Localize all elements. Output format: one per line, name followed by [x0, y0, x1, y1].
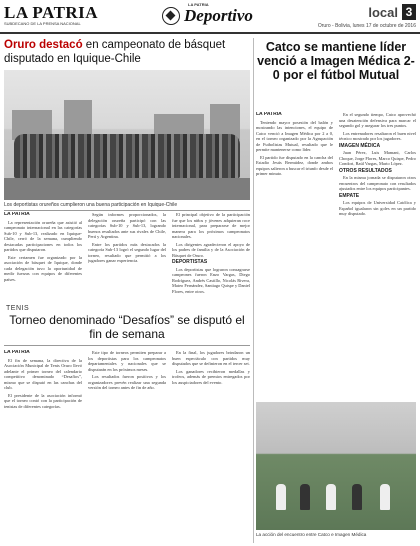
- paragraph: El partido fue disputado en la cancha del Estadio Jesús Bermúdez, donde ambos equipos salieron a buscar el triunfo desde el primer minuto.: [256, 154, 333, 176]
- paragraph: Entre los partidos más destacados la categoría Sub-13 logró el segundo lugar del torneo, resultado que permitió a los jugadores ganar experiencia.: [88, 241, 166, 263]
- paragraph: En la final, los jugadores brindaron un buen espectáculo con partidos muy disputados que se definieron en el tercer set.: [172, 350, 250, 366]
- article2-column-3: [172, 350, 250, 542]
- section-logo-title: Deportivo: [184, 6, 253, 25]
- paragraph: El fin de semana, la directiva de la Asociación Municipal de Tenis Oruro llevó adelante el primer torneo del calendario competitivo denominado “Desafíos”, mismo que se disputó en las canchas del club.: [4, 357, 82, 390]
- article1-photo: [4, 70, 250, 200]
- article1-column-2: [88, 212, 166, 302]
- article3-headline: Catco se mantiene líder venció a Imagen Médica 2-0 por el fútbol Mutual: [257, 40, 415, 82]
- paragraph: Los deportistas que lograron consagrarse campeones fueron Enzo Vargas, Diego Rodríguez, Andrés Castillo, Nicolás Rivera, Mateo Fernández, Santiago Quispe y Daniel Flores, entre otros.: [172, 266, 250, 294]
- article2-headline: Torneo denominado “Desafíos” se disputó el fin de semana: [9, 313, 245, 341]
- paragraph: En el segundo tiempo, Catco aprovechó una desatención defensiva para marcar el segundo gol y asegurar los tres puntos.: [339, 112, 416, 128]
- article1-headline-rest: en campeonato de básquet disputado en Iquique-Chile: [4, 39, 226, 65]
- paragraph: La representación orureña que asistió al campeonato internacional en las categorías Sub-10 y Sub-13, realizado en Iquique-Chile, cerró de la semana, cumpliendo destacadas participaciones en todos los partidos que disputaron.: [4, 219, 82, 252]
- paragraph: Los equipos de Universidad Católica y Español igualaron sin goles en un partido muy disputado.: [339, 200, 416, 216]
- paragraph: Este certamen fue organizado por la asociación de básquet de Iquique, donde cada delegación tuvo la oportunidad de medir fuerzas con equipos de diferentes países.: [4, 254, 82, 282]
- article1-caption: Los deportistas orureños cumplieron una buena participación en Iquique-Chile: [4, 202, 250, 211]
- paragraph: Según informes proporcionados, la delegación orureña participó con las categorías Sub-10 y Sub-13, logrando buenos resultados ante sus rivales de Chile, Perú y Argentina.: [88, 212, 166, 239]
- article3-subhead: IMAGEN MÉDICA: [339, 142, 381, 149]
- article1-headline-highlight: Oruro destacó: [4, 39, 83, 51]
- article1-headline: [4, 38, 250, 66]
- brand-tagline: SUBDECANO DE LA PRENSA NACIONAL: [4, 21, 81, 26]
- paragraph: Los entrenadores resaltaron el buen nivel técnico mostrado por los jugadores.: [339, 130, 416, 141]
- column-divider: [253, 38, 254, 543]
- article3-subhead: OTROS RESULTADOS: [339, 167, 392, 174]
- article3-caption: La acción del encuentro entre Catco e Imagen Médica: [256, 532, 367, 537]
- paragraph: Los ganadores recibieron medallas y trofeos, además de premios entregados por los auspiciadores del evento.: [172, 368, 250, 385]
- page-number: 3: [402, 4, 416, 20]
- paragraph: Los resultados fueron positivos y los organizadores prevén realizar una segunda versión del torneo antes de fin de año.: [88, 374, 166, 390]
- soccer-ball-icon: [162, 7, 180, 25]
- brand-logo: LA PATRIA: [4, 3, 99, 22]
- article2-kicker: LA PATRIA: [4, 350, 30, 355]
- paragraph: Los dirigentes agradecieron el apoyo de los padres de familia y de la Asociación de Básquet de Oruro.: [172, 241, 250, 258]
- article3-column-2: [339, 112, 416, 398]
- article2-section-label: TENIS: [6, 305, 30, 312]
- paragraph: Teniendo mayor posesión del balón y mostrando las intenciones, el equipo de Catco venció a Imagen Médica por 2 a 0, en el torneo organizado por la Agrupación de Futbolistas Mutual, resultado que le permite mantenerse como líder.: [256, 119, 333, 152]
- paragraph: Juan Pérez, Luis Mamani, Carlos Choque, Jorge Flores, Marco Quispe, Pedro Condori, Raúl Vargas, Mario López.: [339, 150, 416, 166]
- article1-kicker: LA PATRIA: [4, 212, 30, 217]
- paragraph: Este tipo de torneos permiten preparar a los deportistas para los campeonatos departamentales y nacionales que se disputarán en los próximos meses.: [88, 350, 166, 372]
- dateline: Oruro - Bolivia, lunes 17 de octubre de 2016: [317, 23, 416, 29]
- article1-column-1: [4, 212, 82, 302]
- divider: [4, 345, 250, 346]
- article1-column-3: [172, 212, 250, 302]
- article1-subhead: DEPORTISTAS: [172, 259, 208, 265]
- masthead: [0, 0, 420, 34]
- paragraph: El principal objetivo de la participación fue que los niños y jóvenes adquieran roce internacional, para prepararse de mejor manera para los próximos campeonatos nacionales.: [172, 212, 250, 239]
- article3-kicker: LA PATRIA: [256, 112, 282, 117]
- paragraph: El presidente de la asociación informó que el torneo contó con la participación de tenistas de diferentes categorías.: [4, 392, 82, 409]
- section-local: local: [368, 5, 398, 20]
- section-logo-small: LA PATRIA: [188, 2, 209, 7]
- article2-column-1: [4, 350, 82, 542]
- article2-column-2: [88, 350, 166, 542]
- article3-subhead: EMPATE: [339, 192, 360, 199]
- article3-column-1: [256, 112, 333, 398]
- article3-photo: [256, 402, 416, 530]
- paragraph: En la misma jornada se disputaron otros encuentros del campeonato con resultados ajustados entre los equipos participantes.: [339, 175, 416, 191]
- section-logo: [156, 2, 256, 30]
